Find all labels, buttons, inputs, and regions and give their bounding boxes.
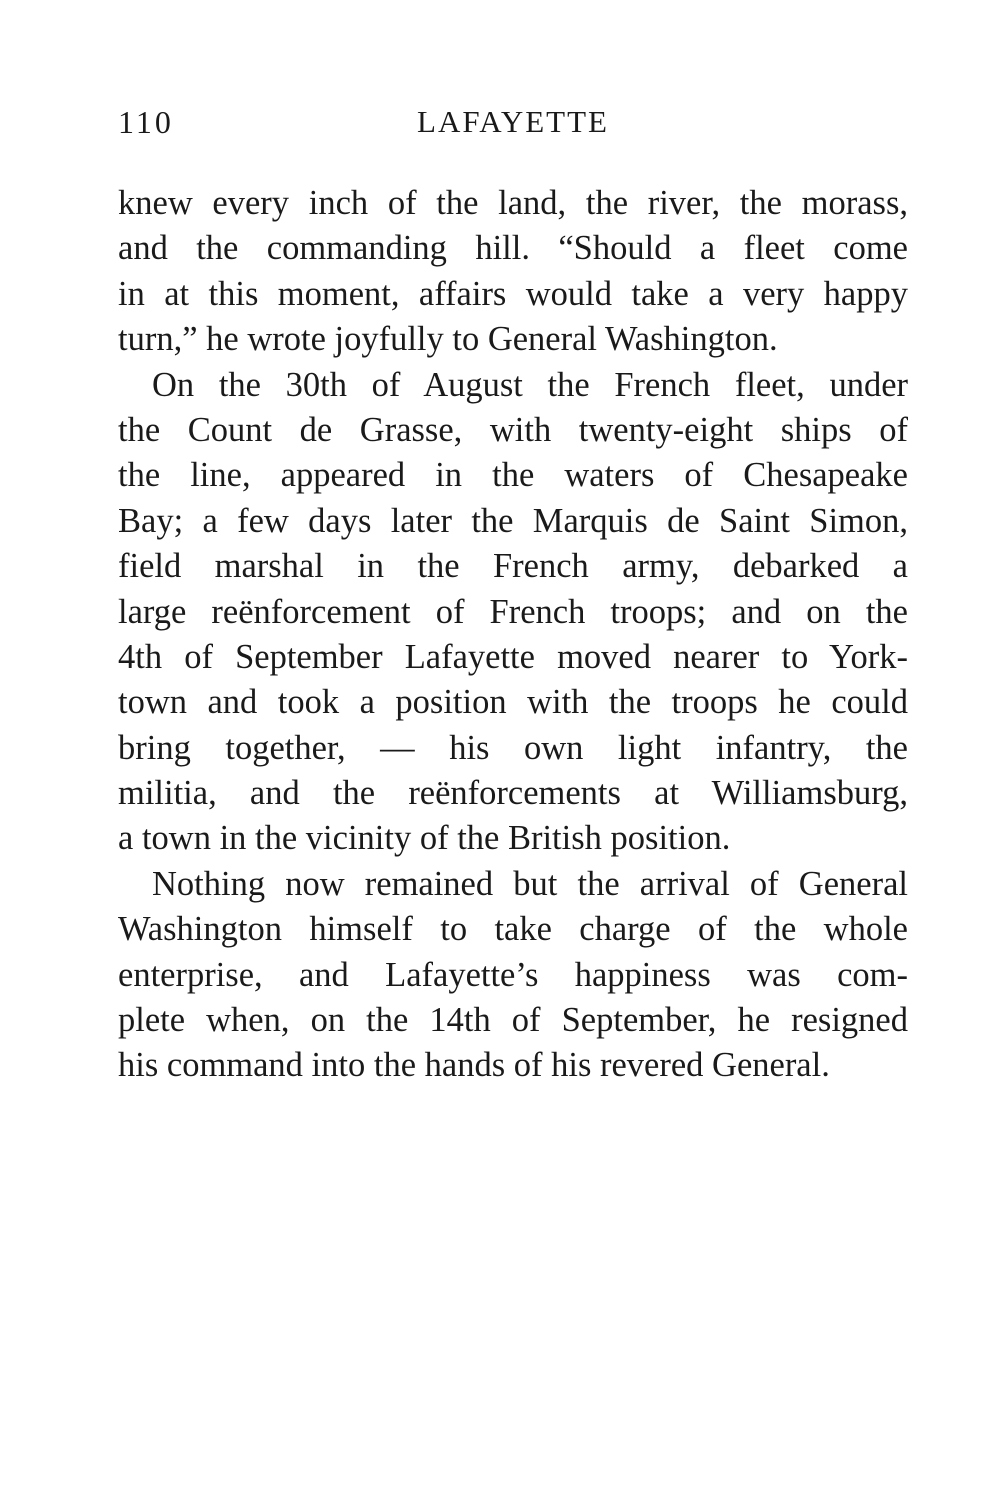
text-line: On the 30th of August the French fleet, under (152, 365, 908, 404)
running-title: LAFAYETTE (417, 104, 609, 139)
body-text (118, 181, 908, 1089)
text-line: and the commanding hill. “Should a fleet come (118, 229, 908, 268)
text-line: Nothing now remained but the arrival of General (152, 864, 908, 903)
text-line: bring together, — his own light infantry, the (118, 728, 908, 767)
text-line: large reënforcement of French troops; and on the (118, 592, 908, 631)
text-line: turn,” he wrote joyfully to General Washington. (118, 320, 778, 359)
text-line: the line, appeared in the waters of Chesapeake (118, 456, 908, 495)
text-line: town and took a position with the troops he could (118, 683, 908, 722)
text-line: enterprise, and Lafayette’s happiness was com- (118, 955, 908, 994)
text-line: his command into the hands of his revered General. (118, 1046, 830, 1085)
text-line: Washington himself to take charge of the whole (118, 910, 908, 949)
text-line: knew every inch of the land, the river, the morass, (118, 184, 908, 222)
running-head (118, 104, 908, 148)
text-line: 4th of September Lafayette moved nearer to York- (118, 637, 908, 676)
text-line: plete when, on the 14th of September, he resigned (118, 1001, 908, 1040)
page-number: 110 (118, 104, 174, 140)
text-line: militia, and the reënforcements at Williamsburg, (118, 774, 908, 813)
text-line: the Count de Grasse, with twenty-eight ships of (118, 410, 908, 449)
text-line: Bay; a few days later the Marquis de Saint Simon, (118, 501, 908, 540)
text-line: field marshal in the French army, debarked a (118, 547, 908, 586)
text-line: in at this moment, affairs would take a very happy (118, 274, 908, 313)
text-line: a town in the vicinity of the British position. (118, 819, 731, 858)
